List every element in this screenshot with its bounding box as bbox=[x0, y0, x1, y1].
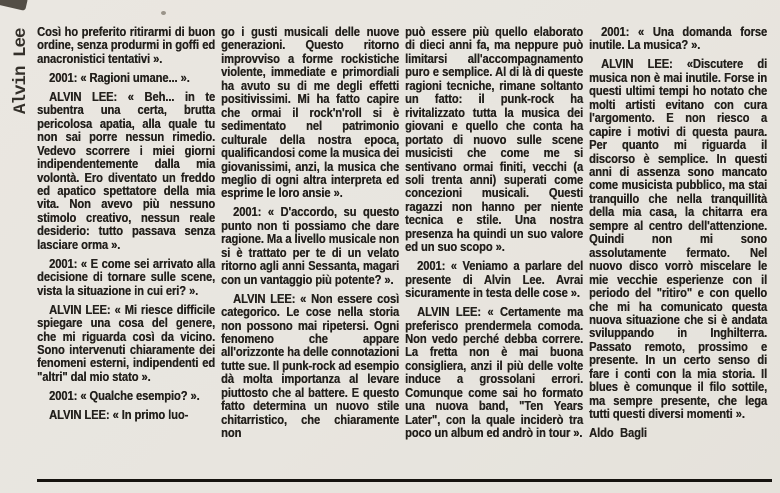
author-signature: Aldo Bagli bbox=[589, 425, 647, 441]
text-column-3 bbox=[405, 25, 583, 445]
answer-paragraph: ALVIN LEE: « Non essere così categorico. Le cose nella storia non possono mai ripetersi. Ogni fenomeno che appare all'orizzonte ha delle connotazioni tutte sue. Il punk-rock ad esempio dà molta importanza al levare piuttosto che al battere. E questo fatto determina un nuovo stile chitarristico, che chiaramente non bbox=[221, 290, 400, 441]
question-paragraph: 2001: « D'accordo, su questo punto non ti possiamo che dare ragione. Ma a livello musicale non si è trattato per te di un velato ritorno agli anni Sessanta, magari con un vantaggio più potente? ». bbox=[221, 204, 400, 287]
column-inner bbox=[37, 25, 215, 421]
column-inner bbox=[221, 25, 399, 440]
bottom-rule bbox=[37, 479, 772, 482]
paragraph-continuation: può essere più quello elaborato di dieci anni fa, ma neppure può limitarsi all'accompagnamento puro e semplice. Al di là di queste ragioni tecniche, rimane soltanto un fatto: il punk-rock ha rivitalizzato tutta la musica dei giovani e quello che conta ha portato di nuovo sulle scene musicisti che come me si sentivano ormai finiti, vecchi (a soli trenta anni) superati come concezioni musicali. Questi ragazzi non hanno per niente tecnica e stile. Una nostra presenza ha quindi un suo valore ed un suo scopo ». bbox=[405, 24, 584, 255]
article-columns bbox=[37, 25, 777, 445]
text-column-1 bbox=[37, 25, 215, 445]
scan-smudge bbox=[0, 0, 28, 11]
scan-speck bbox=[161, 11, 166, 15]
paragraph-continuation: Così ho preferito ritirarmi di buon ordine, senza produrmi in goffi ed anacronistici tentativi ». bbox=[37, 24, 216, 66]
column-inner bbox=[405, 25, 583, 440]
answer-paragraph: ALVIN LEE: « Mi riesce difficile spiegare una cosa del genere, che mi riguarda così da vicino. Sono intervenuti chiaramente dei fenomeni esterni, indipendenti ed "altri" dal mio stato ». bbox=[37, 301, 216, 384]
text-column-2 bbox=[221, 25, 399, 445]
question-paragraph: 2001: « Qualche esempio? ». bbox=[49, 387, 200, 403]
paragraph-continuation: go i gusti musicali delle nuove generazioni. Questo ritorno improvviso a forme rockistiche violente, immediate e primordiali ha avuto su di me degli effetti positivissimi. Mi ha fatto capire che ormai il rock'n'roll si è sedimentato nel patrimonio culturale della nostra epoca, qualificandosi come la musica dei giovanissimi, anzi, la musica che meglio di ogni altra interpreta ed esprime le loro ansie ». bbox=[221, 24, 400, 201]
column-inner bbox=[589, 25, 767, 440]
question-paragraph: 2001: « E come sei arrivato alla decisione di tornare sulle scene, vista la situazione in cui eri? ». bbox=[37, 255, 216, 298]
answer-paragraph: ALVIN LEE: « In primo luo- bbox=[49, 406, 189, 422]
question-paragraph: 2001: « Ragioni umane... ». bbox=[49, 69, 190, 85]
answer-paragraph: ALVIN LEE: « Beh... in te subentra una certa, brutta pericolosa apatia, alla quale tu non sai porre nessun rimedio. Vedevo scorrere i miei giorni indipendentemente dalla mia volontà. Ero diventato un freddo ed apatico spettatore della mia vita. Non avevo più nessuno stimolo creativo, nessun reale desiderio: tutto passava senza lasciare orma ». bbox=[37, 88, 216, 252]
question-paragraph: 2001: « Veniamo a parlare del presente di Alvin Lee. Avrai sicuramente in testa delle cose ». bbox=[405, 258, 584, 301]
article-title-vertical: Alvin Lee bbox=[11, 28, 31, 114]
text-column-4 bbox=[589, 25, 767, 445]
question-paragraph: 2001: « Una domanda forse inutile. La musica? ». bbox=[589, 24, 768, 53]
answer-paragraph: ALVIN LEE: « Certamente ma preferisco prendermela comoda. Non vedo perché debba correre. La fretta non è mai buona consigliera, anzi il più delle volte induce a grossolani errori. Comunque come sai ho formato una nuova band, "Ten Years Later", con la quale inciderò tra poco un album ed andrò in tour ». bbox=[405, 304, 584, 441]
answer-paragraph: ALVIN LEE: «Discutere di musica non è mai inutile. Forse in questi ultimi tempi ho notato che molti artisti evitano con cura l'argomento. E non riesco a capire i motivi di questa paura. Per quanto mi riguarda il discorso è semplice. In questi anni di assenza sono mancato come musicista pubblico, ma stai tranquillo che nella tranquillità della mia casa, la chitarra era sempre al centro dell'attenzione. Quindi non mi sono assolutamente fermato. Nel nuovo disco vorrò miscelare le mie vecchie esperienze con il periodo del "ritiro" e con quello che mi ha comunicato questa nuova situazione che si è andata sviluppando in Inghilterra. Passato remoto, prossimo e presente. In un certo senso di fare i conti con la mia storia. Il blues è comunque il filo sottile, ma sempre presente, che lega tutti questi diversi momenti ». bbox=[589, 56, 768, 422]
